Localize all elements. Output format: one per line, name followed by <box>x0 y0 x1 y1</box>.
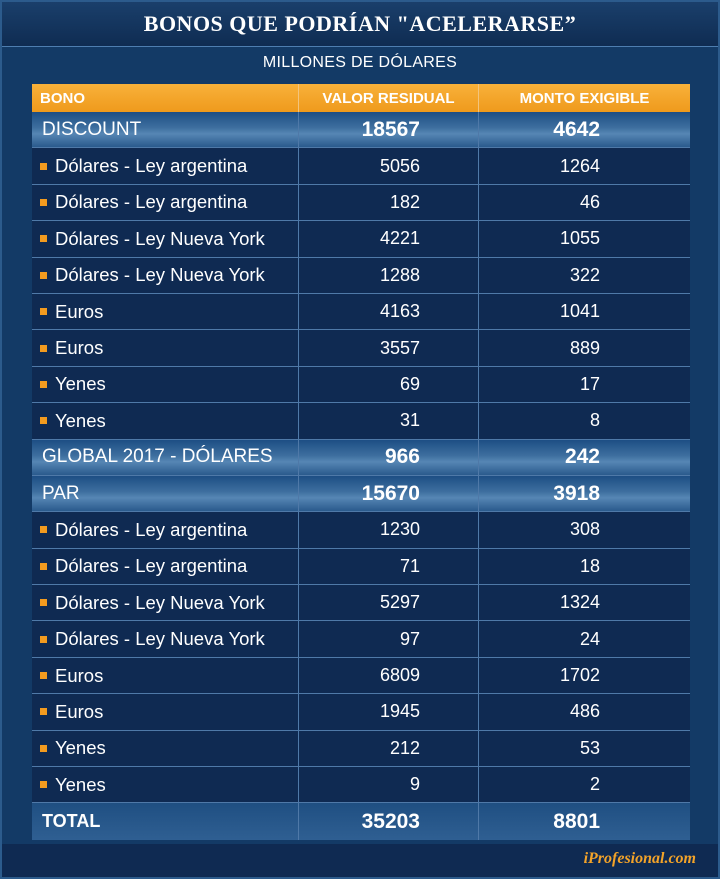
cell-valor-residual: 71 <box>299 549 479 584</box>
cell-bono <box>32 185 299 220</box>
cell-monto-exigible: 1324 <box>559 592 600 613</box>
table-row <box>32 330 690 366</box>
cell-valor-residual: 15670 <box>299 476 479 511</box>
cell-bono <box>32 403 299 438</box>
cell-monto-exigible: 3918 <box>553 481 600 505</box>
cell-bono <box>32 658 299 693</box>
cell-valor-residual: 212 <box>299 731 479 766</box>
bond-table <box>32 84 690 840</box>
cell-valor-residual: 6809 <box>299 658 479 693</box>
cell-bono-label: Dólares - Ley Nueva York <box>55 591 265 613</box>
group-row <box>32 440 690 476</box>
bullet-icon <box>40 672 47 679</box>
table-row <box>32 585 690 621</box>
cell-monto-exigible: 2 <box>589 774 600 795</box>
cell-valor-residual: 97 <box>299 621 479 656</box>
column-header-valor-residual: VALOR RESIDUAL <box>299 84 479 112</box>
cell-bono <box>32 512 299 547</box>
cell-valor-residual: 5056 <box>299 148 479 183</box>
cell-bono <box>32 148 299 183</box>
bullet-icon <box>40 345 47 352</box>
table-row <box>32 185 690 221</box>
cell-bono-label: Yenes <box>55 373 106 395</box>
group-row <box>32 112 690 148</box>
cell-bono-label: Dólares - Ley argentina <box>55 555 248 577</box>
cell-bono-label: DISCOUNT <box>42 118 142 140</box>
cell-bono <box>32 731 299 766</box>
cell-monto-exigible: 8 <box>589 410 600 431</box>
cell-bono-label: Dólares - Ley Nueva York <box>55 227 265 249</box>
cell-valor-residual: 1945 <box>299 694 479 729</box>
total-row <box>32 803 690 839</box>
cell-bono <box>32 294 299 329</box>
table-row <box>32 767 690 803</box>
cell-bono <box>32 476 299 511</box>
cell-monto-exigible: 8801 <box>553 809 600 833</box>
table-row <box>32 258 690 294</box>
cell-bono-label: Euros <box>55 300 104 322</box>
cell-monto-exigible: 889 <box>569 337 600 358</box>
cell-valor-residual: 9 <box>299 767 479 802</box>
cell-monto-exigible: 24 <box>579 628 600 649</box>
cell-bono <box>32 803 299 839</box>
bullet-icon <box>40 417 47 424</box>
page-subtitle: MILLONES DE DÓLARES <box>262 54 458 71</box>
cell-valor-residual: 31 <box>299 403 479 438</box>
bullet-icon <box>40 745 47 752</box>
table-header <box>32 84 690 112</box>
cell-bono-label: Yenes <box>55 409 106 431</box>
cell-monto-exigible: 322 <box>569 264 600 285</box>
cell-bono-label: Dólares - Ley argentina <box>55 518 248 540</box>
cell-valor-residual: 3557 <box>299 330 479 365</box>
cell-bono-label: Euros <box>55 700 104 722</box>
cell-bono <box>32 585 299 620</box>
table-row <box>32 403 690 439</box>
cell-valor-residual: 69 <box>299 367 479 402</box>
cell-bono-label: PAR <box>42 482 80 504</box>
cell-valor-residual: 182 <box>299 185 479 220</box>
cell-monto-exigible: 17 <box>579 373 600 394</box>
table-row <box>32 694 690 730</box>
table-row <box>32 731 690 767</box>
cell-monto-exigible: 308 <box>569 519 600 540</box>
cell-bono <box>32 330 299 365</box>
table-row <box>32 621 690 657</box>
cell-bono-label: GLOBAL 2017 - DÓLARES <box>42 446 273 468</box>
table-row <box>32 221 690 257</box>
table-row <box>32 512 690 548</box>
bullet-icon <box>40 199 47 206</box>
column-header-monto-exigible: MONTO EXIGIBLE <box>519 89 650 107</box>
cell-bono <box>32 221 299 256</box>
brand-logo: iProfesional.com <box>583 850 696 867</box>
cell-bono <box>32 258 299 293</box>
cell-bono-label: Dólares - Ley argentina <box>55 155 248 177</box>
cell-bono-label: Dólares - Ley Nueva York <box>55 628 265 650</box>
cell-monto-exigible: 1264 <box>559 155 600 176</box>
cell-bono <box>32 621 299 656</box>
bullet-icon <box>40 163 47 170</box>
cell-monto-exigible: 53 <box>579 737 600 758</box>
bullet-icon <box>40 235 47 242</box>
cell-bono-label: Euros <box>55 337 104 359</box>
cell-monto-exigible: 1041 <box>559 301 600 322</box>
cell-valor-residual: 966 <box>299 440 479 475</box>
cell-bono <box>32 549 299 584</box>
cell-monto-exigible: 1055 <box>559 228 600 249</box>
bullet-icon <box>40 781 47 788</box>
bullet-icon <box>40 708 47 715</box>
bullet-icon <box>40 599 47 606</box>
cell-bono <box>32 694 299 729</box>
cell-valor-residual: 18567 <box>299 112 479 147</box>
cell-valor-residual: 4221 <box>299 221 479 256</box>
cell-bono <box>32 767 299 802</box>
cell-valor-residual: 4163 <box>299 294 479 329</box>
cell-bono-label: TOTAL <box>42 811 101 832</box>
column-header-bono: BONO <box>32 84 299 112</box>
cell-bono <box>32 440 299 475</box>
cell-valor-residual: 5297 <box>299 585 479 620</box>
cell-bono <box>32 112 299 147</box>
cell-monto-exigible: 4642 <box>553 117 600 141</box>
table-row <box>32 148 690 184</box>
table-row <box>32 367 690 403</box>
cell-monto-exigible: 46 <box>579 191 600 212</box>
cell-monto-exigible: 242 <box>564 445 600 469</box>
cell-valor-residual: 1230 <box>299 512 479 547</box>
bullet-icon <box>40 636 47 643</box>
cell-monto-exigible: 1702 <box>559 665 600 686</box>
bullet-icon <box>40 272 47 279</box>
cell-bono-label: Yenes <box>55 737 106 759</box>
cell-monto-exigible: 486 <box>569 701 600 722</box>
bullet-icon <box>40 563 47 570</box>
cell-bono-label: Dólares - Ley Nueva York <box>55 264 265 286</box>
cell-bono-label: Dólares - Ley argentina <box>55 191 248 213</box>
table-row <box>32 658 690 694</box>
cell-bono <box>32 367 299 402</box>
cell-valor-residual: 1288 <box>299 258 479 293</box>
cell-valor-residual: 35203 <box>299 803 479 839</box>
cell-bono-label: Euros <box>55 664 104 686</box>
table-row <box>32 549 690 585</box>
page-title: BONOS QUE PODRÍAN "ACELERARSE” <box>2 2 718 47</box>
group-row <box>32 476 690 512</box>
bullet-icon <box>40 526 47 533</box>
bullet-icon <box>40 308 47 315</box>
cell-bono-label: Yenes <box>55 773 106 795</box>
bullet-icon <box>40 381 47 388</box>
cell-monto-exigible: 18 <box>579 555 600 576</box>
table-row <box>32 294 690 330</box>
